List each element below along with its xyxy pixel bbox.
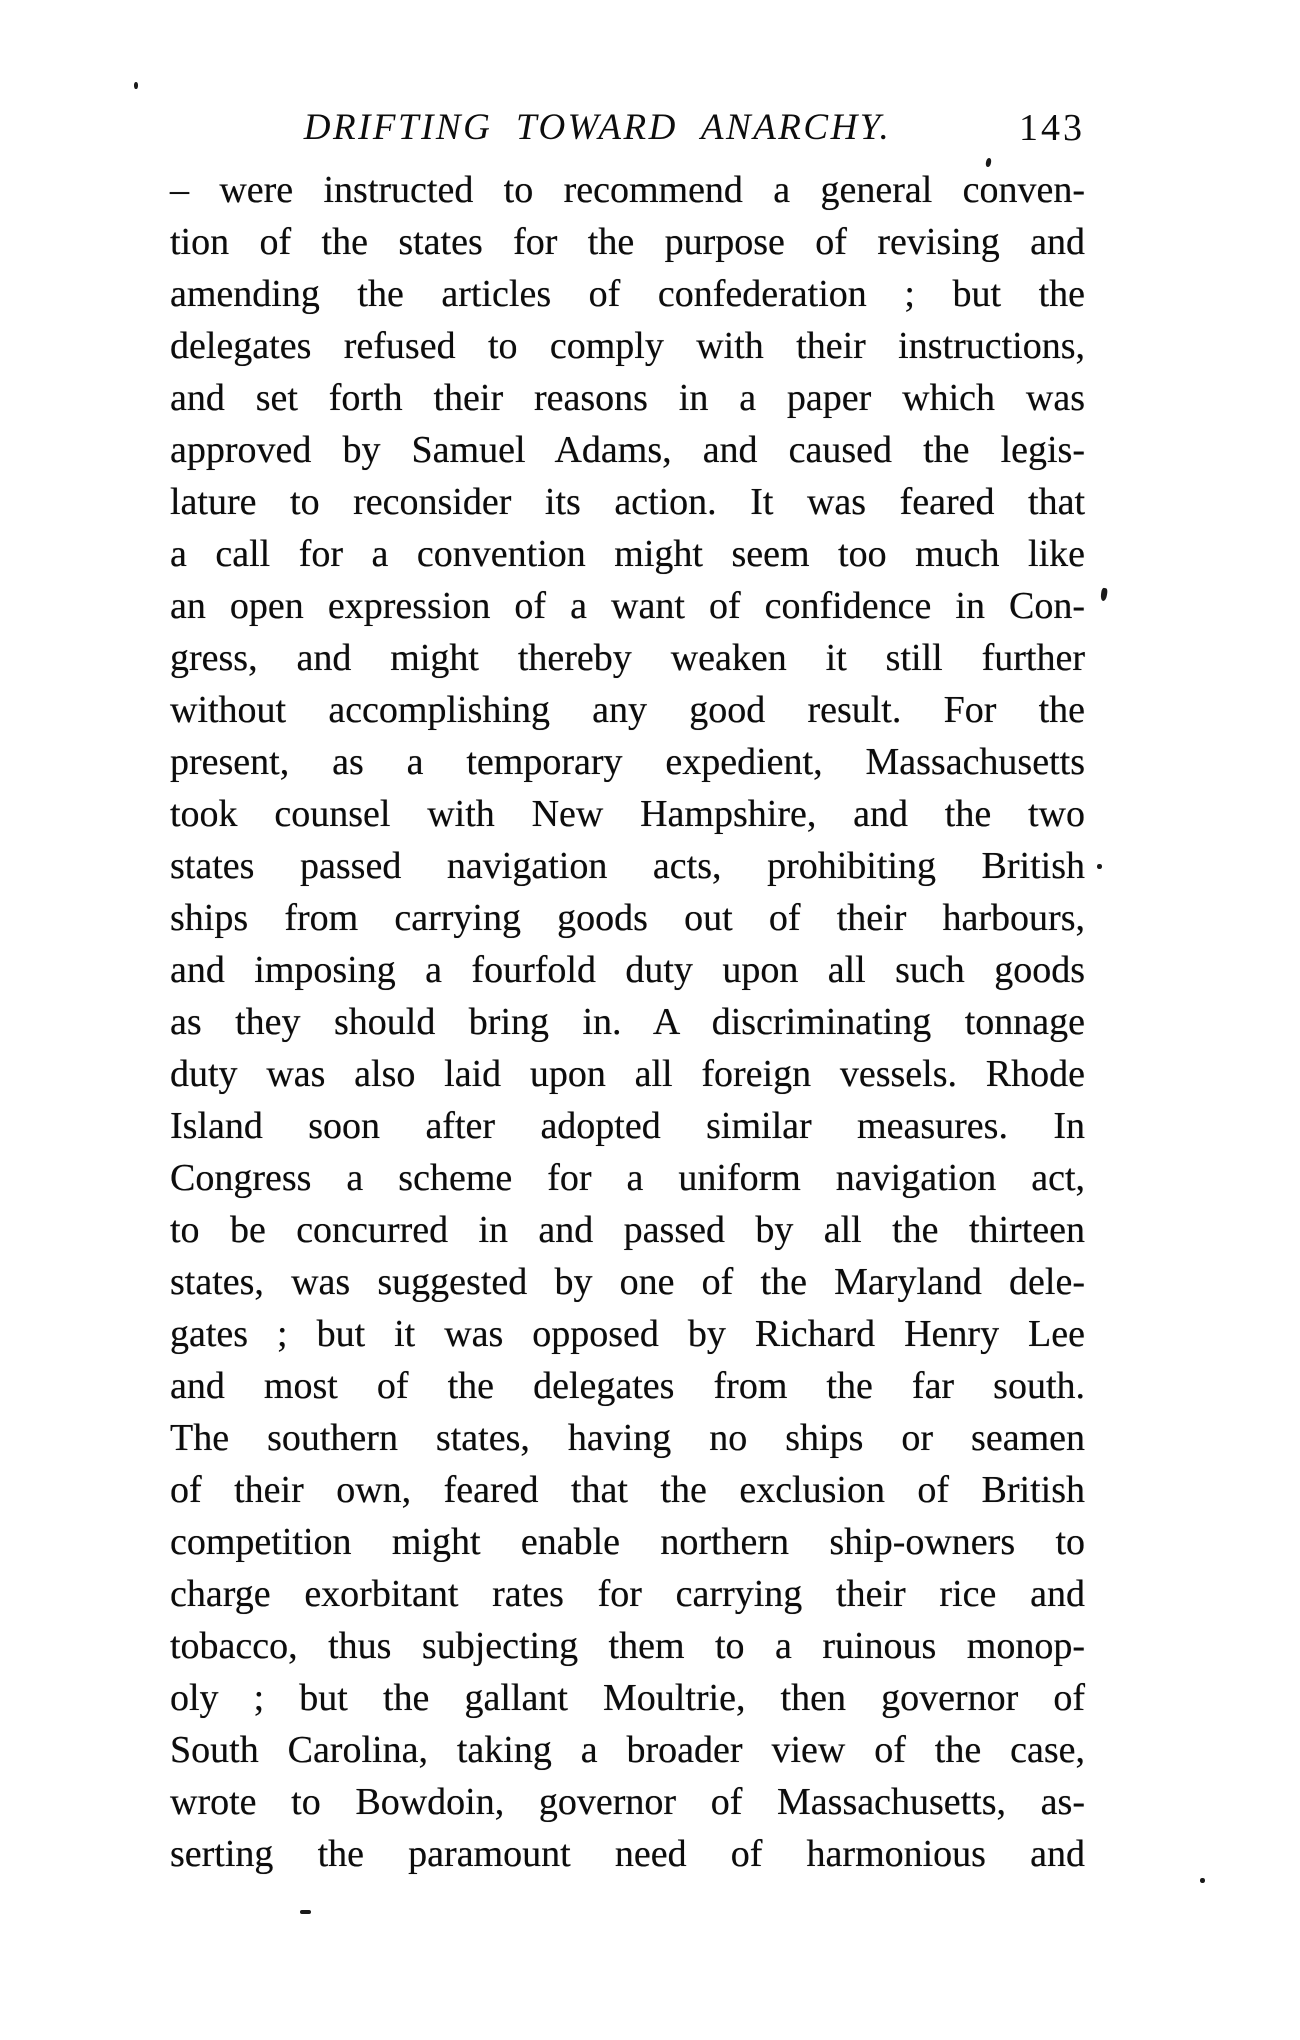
text-line: tion of the states for the purpose of revising and	[170, 221, 1085, 263]
text-line: The southern states, having no ships or seamen	[170, 1417, 1085, 1459]
text-line: delegates refused to comply with their instructions,	[170, 325, 1085, 367]
text-line: states, was suggested by one of the Maryland dele-	[170, 1261, 1085, 1303]
text-line: amending the articles of confederation ; but the	[170, 273, 1085, 315]
text-line: gates ; but it was opposed by Richard Henry Lee	[170, 1313, 1085, 1355]
text-line: Island soon after adopted similar measures. In	[170, 1105, 1085, 1147]
text-line: duty was also laid upon all foreign vessels. Rhode	[170, 1053, 1085, 1095]
scan-speck	[1097, 864, 1102, 869]
text-line: an open expression of a want of confidence in Con-	[170, 585, 1085, 627]
text-line: gress, and might thereby weaken it still further	[170, 637, 1085, 679]
page-number: 143	[1019, 107, 1085, 149]
text-line: without accomplishing any good result. For the	[170, 689, 1085, 731]
text-line: tobacco, thus subjecting them to a ruinous monop-	[170, 1625, 1085, 1667]
running-header-title: DRIFTING TOWARD ANARCHY.	[303, 107, 892, 148]
text-line: and set forth their reasons in a paper which was	[170, 377, 1085, 419]
scan-speck	[1100, 588, 1108, 602]
text-line: lature to reconsider its action. It was feared that	[170, 481, 1085, 523]
text-line: took counsel with New Hampshire, and the two	[170, 793, 1085, 835]
scan-speck	[1200, 1878, 1205, 1883]
text-line: South Carolina, taking a broader view of the case,	[170, 1729, 1085, 1771]
scan-speck	[300, 1910, 311, 1914]
text-line: serting the paramount need of harmonious and	[170, 1833, 1085, 1875]
text-line: oly ; but the gallant Moultrie, then governor of	[170, 1677, 1085, 1719]
text-line: approved by Samuel Adams, and caused the legis-	[170, 429, 1085, 471]
scan-speck	[134, 82, 138, 89]
text-line: – were instructed to recommend a general conven-	[170, 169, 1085, 211]
text-line: ships from carrying goods out of their harbours,	[170, 897, 1085, 939]
text-line: and imposing a fourfold duty upon all such goods	[170, 949, 1085, 991]
running-header	[170, 106, 1085, 152]
text-line: wrote to Bowdoin, governor of Massachusetts, as-	[170, 1781, 1085, 1823]
text-line: a call for a convention might seem too much like	[170, 533, 1085, 575]
text-line: of their own, feared that the exclusion of British	[170, 1469, 1085, 1511]
text-line: to be concurred in and passed by all the thirteen	[170, 1209, 1085, 1251]
text-line: Congress a scheme for a uniform navigation act,	[170, 1157, 1085, 1199]
text-line: charge exorbitant rates for carrying their rice and	[170, 1573, 1085, 1615]
text-line: as they should bring in. A discriminating tonnage	[170, 1001, 1085, 1043]
text-line: and most of the delegates from the far south.	[170, 1365, 1085, 1407]
text-line: states passed navigation acts, prohibiting British	[170, 845, 1085, 887]
text-line: present, as a temporary expedient, Massachusetts	[170, 741, 1085, 783]
text-line: competition might enable northern ship-owners to	[170, 1521, 1085, 1563]
body-text	[170, 164, 1085, 1880]
